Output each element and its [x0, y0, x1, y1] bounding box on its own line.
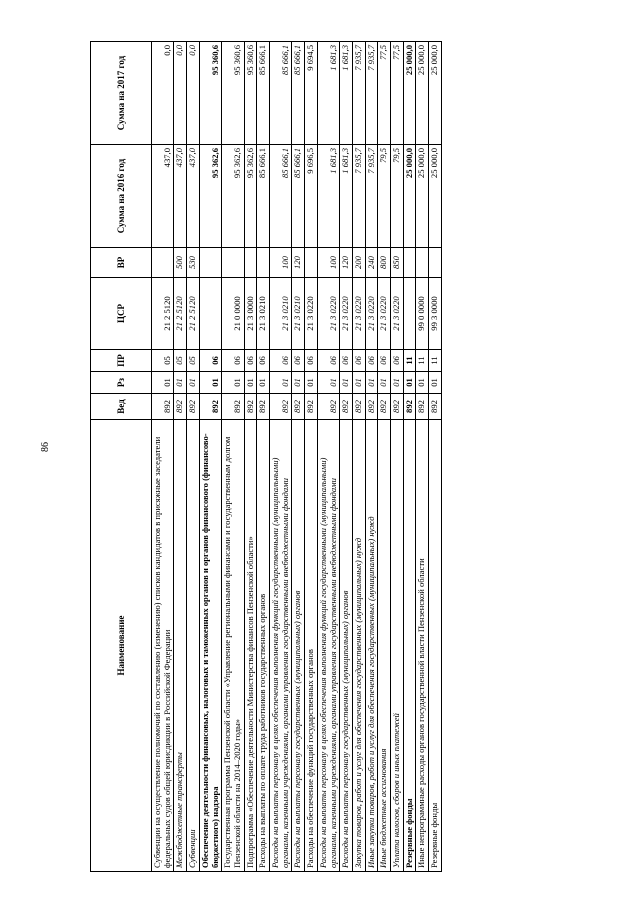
- table-header-row: [91, 42, 152, 872]
- cell-name: Государственная программа Пензенской области «Управление региональными финансами и государственным долгом Пензенской области на 2014–2020 годы»: [222, 420, 244, 872]
- cell-sum-2016: 437,0: [187, 145, 200, 248]
- cell-vr: 850: [391, 248, 404, 278]
- cell-vr: 240: [365, 248, 378, 278]
- cell-ved: 892: [222, 394, 244, 420]
- cell-sum-2017: 7 935,7: [365, 42, 378, 145]
- cell-sum-2017: 25 000,0: [429, 42, 442, 145]
- cell-sum-2016: 25 000,0: [403, 145, 416, 248]
- table-row: [244, 42, 257, 872]
- cell-ved: 892: [317, 394, 339, 420]
- cell-name: Подпрограмма «Обеспечение деятельности Министерства финансов Пензенской области»: [244, 420, 257, 872]
- cell-csr: 99 0 0000: [416, 278, 429, 350]
- cell-rz: 01: [352, 372, 365, 394]
- table-row: [403, 42, 416, 872]
- cell-sum-2017: 77,5: [378, 42, 391, 145]
- cell-name: Уплата налогов, сборов и иных платежей: [391, 420, 404, 872]
- table-row: [199, 42, 221, 872]
- cell-name: Резервные фонды: [429, 420, 442, 872]
- cell-vr: [403, 248, 416, 278]
- cell-sum-2016: 437,0: [152, 145, 174, 248]
- cell-rz: 01: [187, 372, 200, 394]
- cell-sum-2016: 95 362,6: [199, 145, 221, 248]
- cell-sum-2016: 25 000,0: [429, 145, 442, 248]
- cell-vr: 200: [352, 248, 365, 278]
- cell-vr: [429, 248, 442, 278]
- cell-vr: 800: [378, 248, 391, 278]
- table-row: [391, 42, 404, 872]
- cell-csr: 21 3 0210: [270, 278, 292, 350]
- cell-pr: 05: [174, 350, 187, 372]
- cell-csr: 21 3 0220: [378, 278, 391, 350]
- cell-sum-2017: 95 360,6: [222, 42, 244, 145]
- cell-sum-2017: 25 000,0: [416, 42, 429, 145]
- cell-sum-2017: 25 000,0: [403, 42, 416, 145]
- cell-csr: 21 2 5120: [187, 278, 200, 350]
- cell-name: Субвенции: [187, 420, 200, 872]
- cell-pr: 06: [222, 350, 244, 372]
- table-row: [257, 42, 270, 872]
- cell-ved: 892: [352, 394, 365, 420]
- cell-rz: 01: [257, 372, 270, 394]
- header-csr: ЦСР: [91, 278, 152, 350]
- table-row: [222, 42, 244, 872]
- cell-rz: 01: [365, 372, 378, 394]
- table-row: [305, 42, 318, 872]
- cell-sum-2017: 85 666,1: [270, 42, 292, 145]
- cell-vr: 100: [317, 248, 339, 278]
- page-number: 86: [40, 442, 51, 452]
- table-row: [152, 42, 174, 872]
- cell-name: Расходы на выплаты персоналу в целях обеспечения выполнения функций государственными (муниципальными) органами, казенными учреждениями, органами управления государственными внебюджетными фондами: [317, 420, 339, 872]
- cell-name: Иные непрограммные расходы органов государственной власти Пензенской области: [416, 420, 429, 872]
- cell-csr: 21 3 0220: [391, 278, 404, 350]
- cell-csr: 21 3 0220: [305, 278, 318, 350]
- cell-pr: 06: [244, 350, 257, 372]
- cell-ved: 892: [305, 394, 318, 420]
- table-row: [174, 42, 187, 872]
- cell-ved: 892: [187, 394, 200, 420]
- header-rz: Рз: [91, 372, 152, 394]
- header-ved: Вед: [91, 394, 152, 420]
- cell-csr: 21 2 5120: [174, 278, 187, 350]
- cell-sum-2016: 85 666,1: [270, 145, 292, 248]
- cell-ved: 892: [365, 394, 378, 420]
- cell-sum-2017: 85 666,1: [292, 42, 305, 145]
- cell-vr: [244, 248, 257, 278]
- cell-rz: 01: [378, 372, 391, 394]
- cell-sum-2016: 1 681,3: [317, 145, 339, 248]
- cell-name: Расходы на выплаты персоналу государственных (муниципальных) органов: [340, 420, 353, 872]
- cell-csr: 21 0 0000: [222, 278, 244, 350]
- cell-pr: 11: [429, 350, 442, 372]
- cell-name: Иные закупки товаров, работ и услуг для обеспечения государственных (муниципальных) нужд: [365, 420, 378, 872]
- cell-sum-2016: 95 362,6: [244, 145, 257, 248]
- cell-name: Расходы на обеспечение функций государственных органов: [305, 420, 318, 872]
- cell-csr: [199, 278, 221, 350]
- cell-csr: 21 3 0220: [340, 278, 353, 350]
- cell-vr: 120: [340, 248, 353, 278]
- cell-rz: 01: [199, 372, 221, 394]
- cell-csr: 21 3 0220: [352, 278, 365, 350]
- cell-name: Расходы на выплаты персоналу в целях обеспечения выполнения функций государственными (муниципальными) органами, казенными учреждениями, органами управления государственными внебюджетными фондами: [270, 420, 292, 872]
- cell-rz: 01: [416, 372, 429, 394]
- header-sum-2016: Сумма на 2016 год: [91, 145, 152, 248]
- cell-sum-2016: 7 935,7: [365, 145, 378, 248]
- rotated-table-container: [90, 42, 580, 872]
- cell-name: Межбюджетные трансферты: [174, 420, 187, 872]
- cell-sum-2016: 79,5: [378, 145, 391, 248]
- table-body: [152, 42, 442, 872]
- cell-pr: 06: [317, 350, 339, 372]
- header-pr: ПР: [91, 350, 152, 372]
- cell-pr: 06: [378, 350, 391, 372]
- table-row: [270, 42, 292, 872]
- cell-ved: 892: [340, 394, 353, 420]
- cell-vr: 530: [187, 248, 200, 278]
- cell-csr: 21 3 0210: [257, 278, 270, 350]
- table-row: [416, 42, 429, 872]
- cell-pr: 11: [416, 350, 429, 372]
- cell-csr: 21 3 0220: [365, 278, 378, 350]
- cell-name: Иные бюджетные ассигнования: [378, 420, 391, 872]
- table-row: [352, 42, 365, 872]
- cell-sum-2016: 25 000,0: [416, 145, 429, 248]
- cell-sum-2017: 0,0: [187, 42, 200, 145]
- cell-csr: 21 3 0220: [317, 278, 339, 350]
- cell-rz: 01: [174, 372, 187, 394]
- cell-csr: 21 3 0210: [292, 278, 305, 350]
- cell-vr: 500: [174, 248, 187, 278]
- cell-ved: 892: [257, 394, 270, 420]
- cell-pr: 06: [340, 350, 353, 372]
- header-name: Наименование: [91, 420, 152, 872]
- cell-sum-2017: 0,0: [152, 42, 174, 145]
- cell-pr: 05: [187, 350, 200, 372]
- cell-sum-2017: 9 694,5: [305, 42, 318, 145]
- cell-rz: 01: [429, 372, 442, 394]
- header-sum-2017: Сумма на 2017 год: [91, 42, 152, 145]
- cell-sum-2017: 95 360,6: [199, 42, 221, 145]
- cell-name: Субвенции на осуществление полномочий по составлению (изменению) списков кандидатов в присяжные заседатели федеральных судов общей юрисдикции в Российской Федерации: [152, 420, 174, 872]
- cell-ved: 892: [429, 394, 442, 420]
- cell-rz: 01: [152, 372, 174, 394]
- cell-name: Резервные фонды: [403, 420, 416, 872]
- cell-sum-2016: 9 696,5: [305, 145, 318, 248]
- cell-ved: 892: [270, 394, 292, 420]
- table-row: [429, 42, 442, 872]
- cell-name: Обеспечение деятельности финансовых, налоговых и таможенных органов и органов финансового (финансово-бюджетного) надзора: [199, 420, 221, 872]
- cell-sum-2016: 85 666,1: [292, 145, 305, 248]
- cell-sum-2016: 1 681,3: [340, 145, 353, 248]
- cell-sum-2016: 437,0: [174, 145, 187, 248]
- cell-ved: 892: [378, 394, 391, 420]
- cell-csr: 99 3 0000: [429, 278, 442, 350]
- cell-rz: 01: [222, 372, 244, 394]
- cell-rz: 01: [270, 372, 292, 394]
- cell-pr: 06: [270, 350, 292, 372]
- cell-sum-2016: 79,5: [391, 145, 404, 248]
- cell-rz: 01: [391, 372, 404, 394]
- cell-csr: 21 2 5120: [152, 278, 174, 350]
- cell-ved: 892: [292, 394, 305, 420]
- header-vr: ВР: [91, 248, 152, 278]
- cell-pr: 06: [305, 350, 318, 372]
- cell-sum-2017: 77,5: [391, 42, 404, 145]
- cell-vr: 120: [292, 248, 305, 278]
- cell-sum-2016: 95 362,6: [222, 145, 244, 248]
- table-row: [365, 42, 378, 872]
- cell-sum-2016: 85 666,1: [257, 145, 270, 248]
- cell-pr: 06: [391, 350, 404, 372]
- cell-rz: 01: [317, 372, 339, 394]
- cell-pr: 06: [365, 350, 378, 372]
- cell-rz: 01: [403, 372, 416, 394]
- cell-pr: 06: [257, 350, 270, 372]
- cell-sum-2017: 1 681,3: [340, 42, 353, 145]
- cell-csr: [403, 278, 416, 350]
- table-row: [340, 42, 353, 872]
- cell-ved: 892: [174, 394, 187, 420]
- cell-pr: 06: [199, 350, 221, 372]
- cell-rz: 01: [305, 372, 318, 394]
- cell-vr: [152, 248, 174, 278]
- cell-sum-2017: 95 360,6: [244, 42, 257, 145]
- cell-vr: [305, 248, 318, 278]
- cell-ved: 892: [403, 394, 416, 420]
- budget-table: [90, 41, 442, 872]
- cell-vr: [416, 248, 429, 278]
- cell-name: Расходы на выплаты по оплате труда работников государственных органов: [257, 420, 270, 872]
- cell-ved: 892: [416, 394, 429, 420]
- cell-sum-2017: 0,0: [174, 42, 187, 145]
- table-row: [317, 42, 339, 872]
- cell-pr: 06: [292, 350, 305, 372]
- cell-ved: 892: [199, 394, 221, 420]
- cell-sum-2017: 1 681,3: [317, 42, 339, 145]
- cell-sum-2017: 85 666,1: [257, 42, 270, 145]
- table-row: [378, 42, 391, 872]
- cell-ved: 892: [244, 394, 257, 420]
- cell-pr: 11: [403, 350, 416, 372]
- cell-rz: 01: [340, 372, 353, 394]
- table-row: [187, 42, 200, 872]
- cell-ved: 892: [391, 394, 404, 420]
- cell-ved: 892: [152, 394, 174, 420]
- cell-vr: [257, 248, 270, 278]
- cell-sum-2017: 7 935,7: [352, 42, 365, 145]
- cell-name: Закупка товаров, работ и услуг для обеспечения государственных (муниципальных) нужд: [352, 420, 365, 872]
- cell-rz: 01: [292, 372, 305, 394]
- table-row: [292, 42, 305, 872]
- cell-pr: 06: [352, 350, 365, 372]
- cell-rz: 01: [244, 372, 257, 394]
- cell-vr: [222, 248, 244, 278]
- cell-vr: [199, 248, 221, 278]
- cell-csr: 21 3 0000: [244, 278, 257, 350]
- cell-sum-2016: 7 935,7: [352, 145, 365, 248]
- cell-pr: 05: [152, 350, 174, 372]
- cell-vr: 100: [270, 248, 292, 278]
- cell-name: Расходы на выплаты персоналу государственных (муниципальных) органов: [292, 420, 305, 872]
